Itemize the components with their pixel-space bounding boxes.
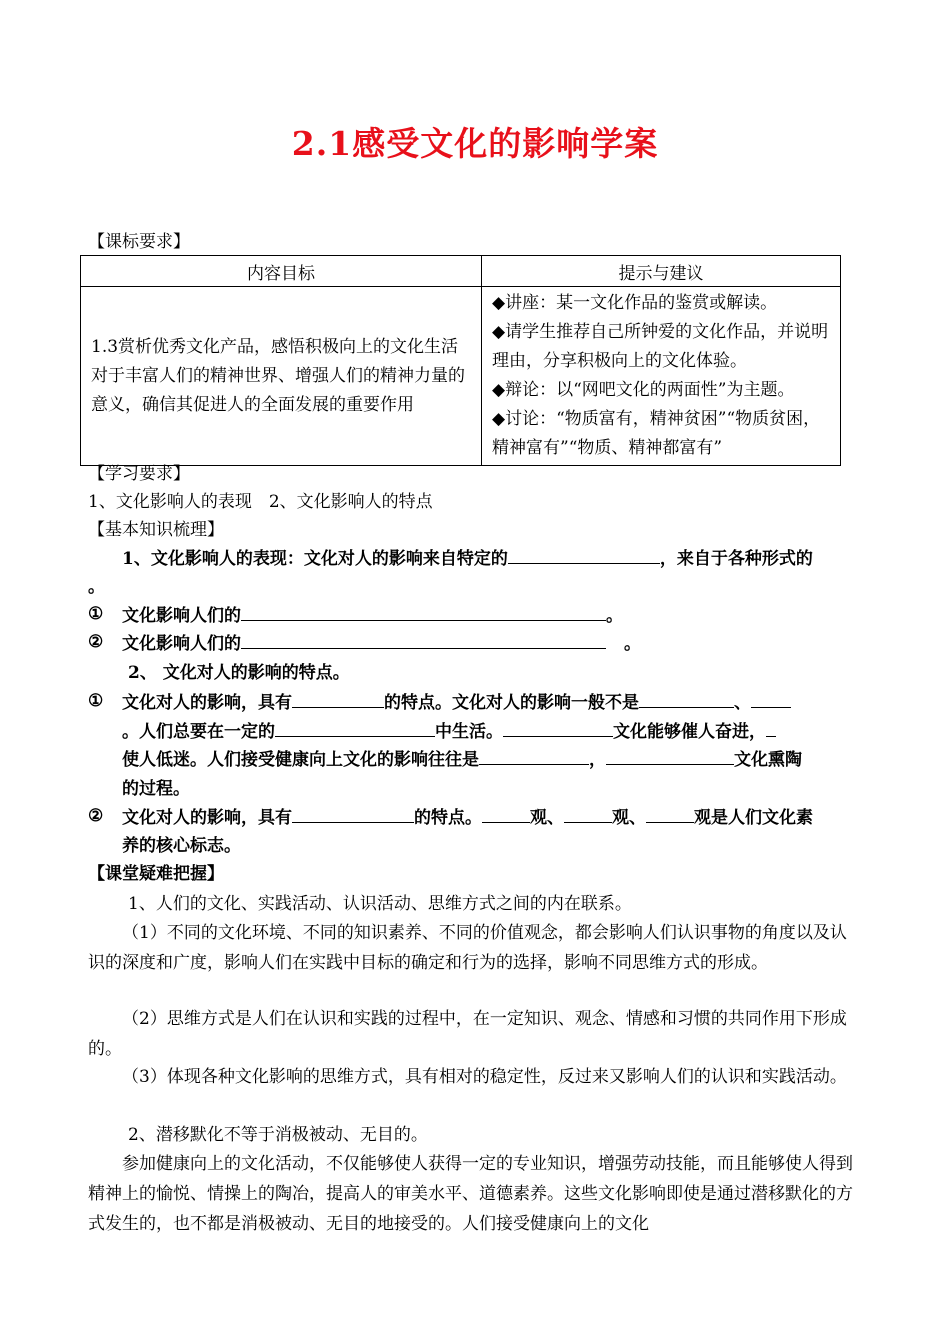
circle-number-2b: ② [88,806,104,826]
class-paragraph-4: 参加健康向上的文化活动，不仅能够使人获得一定的专业知识，增强劳动技能，而且能够使人得到精神上的愉悦、情操上的陶冶，提高人的审美水平、道德素养。这些文化影响即使是通过潜移默化的方式发生的，也不都是消极被动、无目的地接受的。人们接受健康向上的文化 [88,1154,853,1234]
fill-blank[interactable] [503,718,613,737]
table-header-tips: 提示与建议 [482,256,841,287]
table-cell-tips [482,287,841,466]
fill-blank[interactable] [482,804,530,823]
class-paragraph-3: （3）体现各种文化影响的思维方式，具有相对的稳定性，反过来又影响人们的认识和实践活动。 [122,1067,847,1087]
section-ketang: 【课堂疑难把握】 [88,864,224,884]
basic-item-1: 文化影响人们的 。 [122,602,623,630]
feature-line-5: 文化对人的影响，具有 的特点。 观、 观、 观是人们文化素 [122,804,813,832]
circle-number-2: ② [88,632,104,652]
tip-item: ◆讲座：某一文化作品的鉴赏或解读。 [492,293,778,313]
table-cell-content: 1.3赏析优秀文化产品，感悟积极向上的文化生活对于丰富人们的精神世界、增强人们的精神力量的意义，确信其促进人的全面发展的重要作用 [81,287,482,466]
fill-blank[interactable] [606,746,734,765]
class-paragraph-2: （2）思维方式是人们在认识和实践的过程中，在一定知识、观念、情感和习惯的共同作用下形成的。 [88,1009,847,1059]
feature-line-6: 养的核心标志。 [122,836,241,856]
fill-blank[interactable] [479,746,589,765]
fill-blank[interactable] [292,804,414,823]
requirements-table [80,255,841,466]
learning-requirements: 1、文化影响人的表现 2、文化影响人的特点 [88,492,433,512]
fill-blank[interactable] [508,545,660,564]
class-heading-2: 2、潜移默化不等于消极被动、无目的。 [128,1125,428,1145]
feature-line-3: 使人低迷。人们接受健康向上文化的影响往往是 ， 文化熏陶 [122,746,802,774]
fill-blank[interactable] [766,718,776,737]
section-xuexi: 【学习要求】 [88,464,190,484]
basic-item-2: 文化影响人们的 。 [122,630,641,658]
section-kebiao: 【课标要求】 [88,232,190,252]
document-title: 2.1感受文化的影响学案 [291,124,659,163]
fill-blank[interactable] [646,804,694,823]
tip-item: ◆辩论：以“网吧文化的两面性”为主题。 [492,380,795,400]
tip-item: ◆讨论：“物质富有，精神贫困”“物质贫困，精神富有”“物质、精神都富有” [492,409,821,458]
period-mark: 。 [88,577,105,597]
fill-blank[interactable] [564,804,612,823]
feature-line-1: 文化对人的影响，具有 的特点。文化对人的影响一般不是 、 [122,689,791,717]
fill-blank[interactable] [275,718,435,737]
fill-blank[interactable] [751,689,791,708]
fill-blank[interactable] [241,630,606,649]
feature-line-2: 。人们总要在一定的 中生活。 文化能够催人奋进， [122,718,776,746]
table-header-content: 内容目标 [81,256,482,287]
fill-blank[interactable] [639,689,734,708]
circle-number-1b: ① [88,691,104,711]
section-jiben: 【基本知识梳理】 [88,520,224,540]
class-paragraph-1: （1）不同的文化环境、不同的知识素养、不同的价值观念，都会影响人们认识事物的角度以及认识的深度和广度，影响人们在实践中目标的确定和行为的选择，影响不同思维方式的形成。 [88,923,847,973]
feature-line-4: 的过程。 [122,779,190,799]
basic-point-2: 2、 文化对人的影响的特点。 [128,663,350,683]
basic-point-1: 1、文化影响人的表现：文化对人的影响来自特定的 ，来自于各种形式的 [122,545,813,573]
fill-blank[interactable] [292,689,384,708]
fill-blank[interactable] [241,602,606,621]
tip-item: ◆请学生推荐自己所钟爱的文化作品，并说明理由，分享积极向上的文化体验。 [492,322,829,371]
class-heading-1: 1、人们的文化、实践活动、认识活动、思维方式之间的内在联系。 [128,894,632,914]
circle-number-1: ① [88,604,104,624]
